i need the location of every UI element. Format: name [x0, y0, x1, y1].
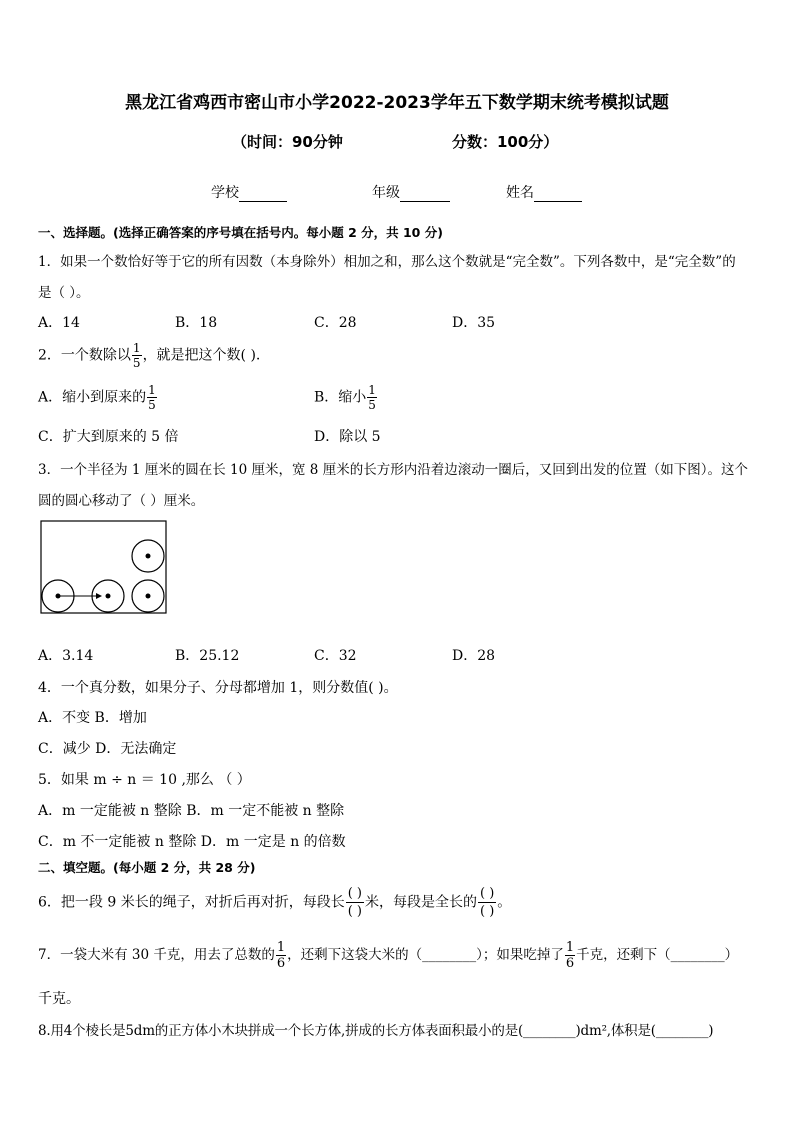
time-info: （时间：90分钟 [232, 133, 343, 151]
q2-suffix: ，就是把这个数( ). [142, 347, 261, 364]
q4-stem: 4．一个真分数，如果分子、分母都增加 1，则分数值( )。 [38, 680, 398, 696]
q1-line1: 1．如果一个数恰好等于它的所有因数（本身除外）相加之和，那么这个数就是“完全数”。下列各数中，是“完全数”的 [38, 254, 736, 270]
name-label: 姓名 [506, 185, 534, 201]
q3-option-c[interactable]: C．32 [314, 648, 357, 664]
q2-stem [38, 342, 260, 369]
q1-line2: 是（ ）。 [38, 285, 90, 301]
movement-arrow-head [96, 593, 102, 599]
q1-option-d[interactable]: D．35 [452, 315, 496, 331]
q7-prefix: 7．一袋大米有 30 千克，用去了总数的 [38, 947, 275, 963]
q2-option-c[interactable]: C．扩大到原来的 5 倍 [38, 429, 179, 445]
q2-option-a[interactable]: A．缩小到原来的 $\frac{1}{5}$ [38, 383, 156, 412]
q1-option-b[interactable]: B．18 [175, 315, 218, 331]
circle-center-bottom-right [146, 594, 151, 599]
q6-prefix: 6．把一段 9 米长的绳子，对折后再对折，每段长 [38, 894, 345, 911]
school-blank[interactable] [239, 185, 287, 202]
circle-center-middle [106, 594, 111, 599]
q2-prefix: 2．一个数除以 [38, 347, 131, 364]
school-field [211, 182, 287, 202]
q7-fraction-1: $\frac{1}{6}$ [276, 940, 286, 971]
circle-center-top-right [146, 554, 151, 559]
section2-heading: 二、填空题。(每小题 2 分，共 28 分) [38, 860, 256, 875]
grade-field [372, 182, 450, 202]
name-field [506, 182, 582, 202]
q6-stem [38, 887, 511, 918]
school-label: 学校 [211, 185, 239, 201]
q7-fraction-2: $\frac{1}{6}$ [565, 940, 575, 971]
q5-options-ab[interactable]: A．m 一定能被 n 整除 B．m 一定不能被 n 整除 [38, 803, 345, 819]
q3-option-a[interactable]: A．3.14 [38, 648, 94, 664]
page-title: 黑龙江省鸡西市密山市小学2022-2023学年五下数学期末统考模拟试题 [125, 93, 669, 113]
grade-label: 年级 [372, 185, 400, 201]
q7-stem [38, 941, 738, 970]
q5-stem: 5．如果 m ÷ n ＝ 10 ,那么 （ ） [38, 772, 251, 788]
circle-center-start [56, 594, 61, 599]
q3-option-d[interactable]: D．28 [452, 648, 496, 664]
q7-middle-1: ，还剩下这袋大米的（________）；如果吃掉了 [287, 947, 564, 963]
rectangle-outline [41, 521, 166, 613]
q3-line1: 3．一个半径为 1 厘米的圆在长 10 厘米，宽 8 厘米的长方形内沿着边滚动一圈后，又回到出发的位置（如下图）。这个 [38, 462, 748, 478]
q1-option-c[interactable]: C．28 [314, 315, 357, 331]
q2-option-b[interactable]: B．缩小 $\frac{1}{5}$ [314, 383, 376, 412]
q3-rolling-circle-diagram [40, 520, 168, 615]
q2-option-b-fraction: $\frac{1}{5}$ [368, 383, 376, 412]
q2-option-d[interactable]: D．除以 5 [314, 429, 381, 445]
q6-suffix: 。 [497, 894, 512, 911]
q1-option-a[interactable]: A．14 [38, 315, 80, 331]
q2-option-a-fraction: $\frac{1}{5}$ [148, 383, 156, 412]
score-info: 分数：100分） [452, 133, 559, 151]
q6-middle: 米，每段是全长的 [365, 894, 477, 911]
q3-option-b[interactable]: B．25.12 [175, 648, 240, 664]
name-blank[interactable] [534, 185, 582, 202]
q4-options-cd[interactable]: C．减少 D．无法确定 [38, 741, 177, 757]
q2-fraction: $\frac{1}{5}$ [132, 341, 141, 370]
q8-stem: 8.用4个棱长是5dm的正方体小木块拼成一个长方体,拼成的长方体表面积最小的是(________)dm²,体积是(________) [38, 1023, 714, 1039]
q5-options-cd[interactable]: C．m 不一定能被 n 整除 D．m 一定是 n 的倍数 [38, 834, 346, 850]
q6-blank-fraction-1[interactable]: $\frac{( )}{( )}$ [347, 886, 362, 919]
q6-blank-fraction-2[interactable]: $\frac{( )}{( )}$ [480, 886, 495, 919]
section1-heading: 一、选择题。(选择正确答案的序号填在括号内。每小题 2 分，共 10 分) [38, 225, 443, 240]
q4-options-ab[interactable]: A．不变 B．增加 [38, 710, 147, 726]
grade-blank[interactable] [400, 185, 450, 202]
q3-line2: 圆的圆心移动了（ ）厘米。 [38, 493, 205, 509]
q7-line2: 千克。 [38, 991, 80, 1007]
q7-middle-2: 千克，还剩下（________） [576, 947, 739, 963]
